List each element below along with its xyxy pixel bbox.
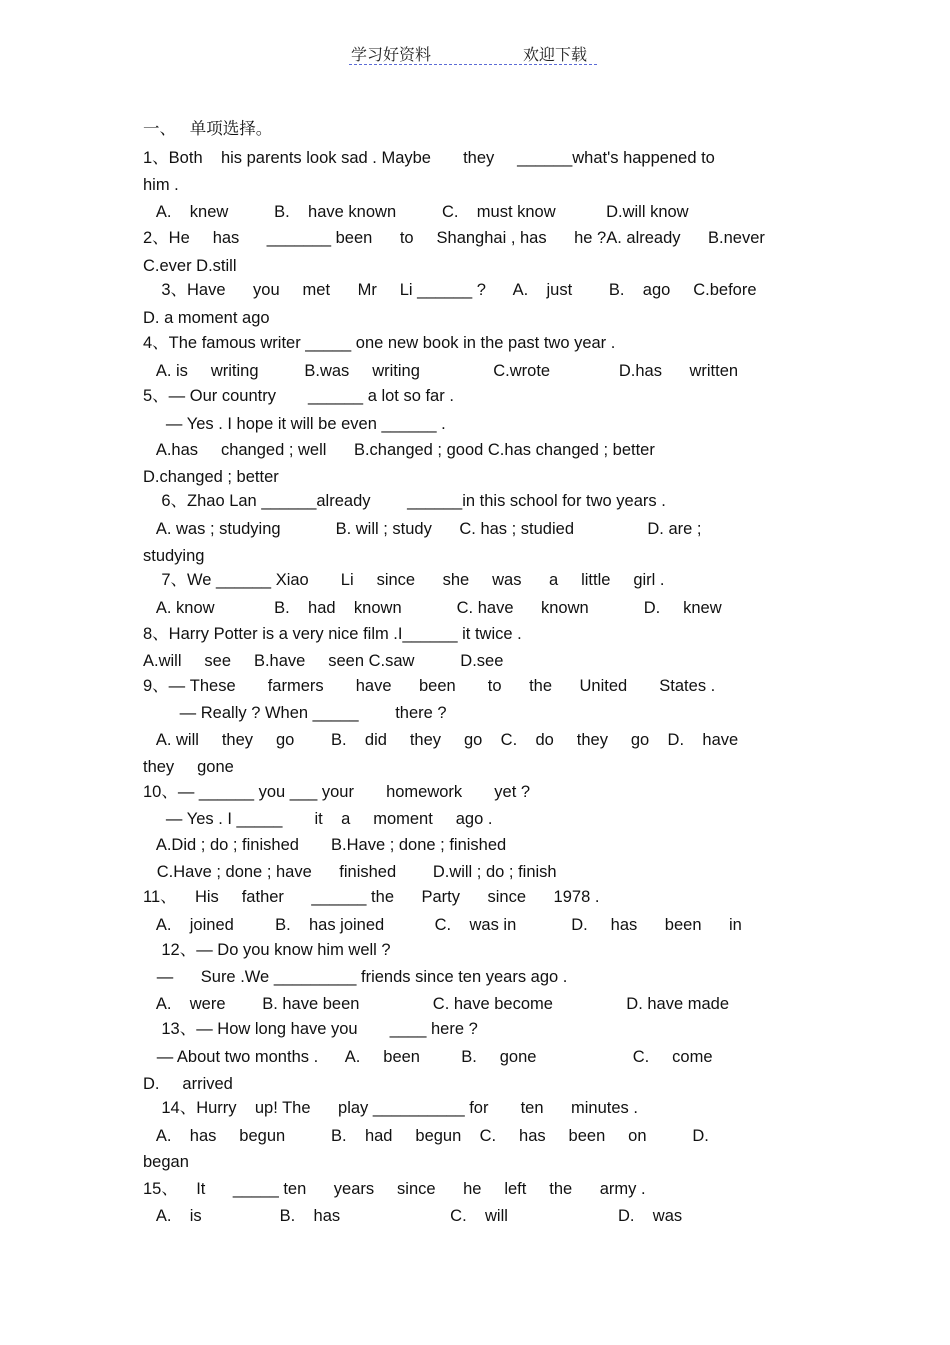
question-line: — Really ? When _____ there ? <box>143 704 447 722</box>
section-title: 一、 单项选择。 <box>143 120 273 138</box>
question-line: 12、— Do you know him well ? <box>143 941 391 959</box>
option-line: A. know B. had known C. have known D. knew <box>143 599 722 617</box>
header-left-text: 学习好资料 <box>351 45 432 64</box>
question-line: — Yes . I _____ it a moment ago . <box>143 810 493 828</box>
question-line: 8、Harry Potter is a very nice film .I______ it twice . <box>143 625 522 643</box>
option-line: studying <box>143 547 205 565</box>
question-line: — Yes . I hope it will be even ______ . <box>143 415 446 433</box>
question-line: 6、Zhao Lan ______already ______in this school for two years . <box>143 492 666 510</box>
option-line: A. will they go B. did they go C. do they go D. have <box>143 731 739 749</box>
option-line: D. a moment ago <box>143 309 270 327</box>
question-line: 9、— These farmers have been to the United States . <box>143 677 716 695</box>
option-line: began <box>143 1153 189 1171</box>
question-line: 1、Both his parents look sad . Maybe they ______what's happened to <box>143 149 715 167</box>
question-line: 11、 His father ______ the Party since 1978 . <box>143 888 600 906</box>
option-line: C.ever D.still <box>143 257 237 275</box>
question-line: 3、Have you met Mr Li ______ ? A. just B. ago C.before <box>143 281 757 299</box>
option-line: D.changed ; better <box>143 468 279 486</box>
question-line: 5、— Our country ______ a lot so far . <box>143 387 454 405</box>
option-line: A.Did ; do ; finished B.Have ; done ; finished <box>143 836 507 854</box>
question-line: 4、The famous writer _____ one new book in the past two year . <box>143 334 616 352</box>
option-line: A. knew B. have known C. must know D.will know <box>143 203 689 221</box>
question-line: 13、— How long have you ____ here ? <box>143 1020 478 1038</box>
option-line: A. joined B. has joined C. was in D. has been in <box>143 916 742 934</box>
option-line: C.Have ; done ; have finished D.will ; do ; finish <box>143 863 557 881</box>
option-line: A. is B. has C. will D. was <box>143 1207 683 1225</box>
question-line: him . <box>143 176 179 194</box>
question-line: 15、 It _____ ten years since he left the army . <box>143 1180 646 1198</box>
option-line: A.has changed ; well B.changed ; good C.has changed ; better <box>143 441 655 459</box>
question-line: 2、He has _______ been to Shanghai , has he ?A. already B.never <box>143 229 765 247</box>
option-line: they gone <box>143 758 234 776</box>
option-line: A.will see B.have seen C.saw D.see <box>143 652 504 670</box>
question-line: 10、— ______ you ___ your homework yet ? <box>143 783 531 801</box>
option-line: A. was ; studying B. will ; study C. has ; studied D. are ; <box>143 520 702 538</box>
page-header <box>349 40 597 65</box>
option-line: — About two months . A. been B. gone C. come <box>143 1048 713 1066</box>
option-line: A. is writing B.was writing C.wrote D.has written <box>143 362 739 380</box>
option-line: D. arrived <box>143 1075 233 1093</box>
question-line: 14、Hurry up! The play __________ for ten minutes . <box>143 1099 638 1117</box>
question-line: — Sure .We _________ friends since ten years ago . <box>143 968 568 986</box>
header-right-text: 欢迎下载 <box>523 45 588 64</box>
option-line: A. were B. have been C. have become D. have made <box>143 995 730 1013</box>
option-line: A. has begun B. had begun C. has been on D. <box>143 1127 709 1145</box>
question-line: 7、We ______ Xiao Li since she was a little girl . <box>143 571 665 589</box>
